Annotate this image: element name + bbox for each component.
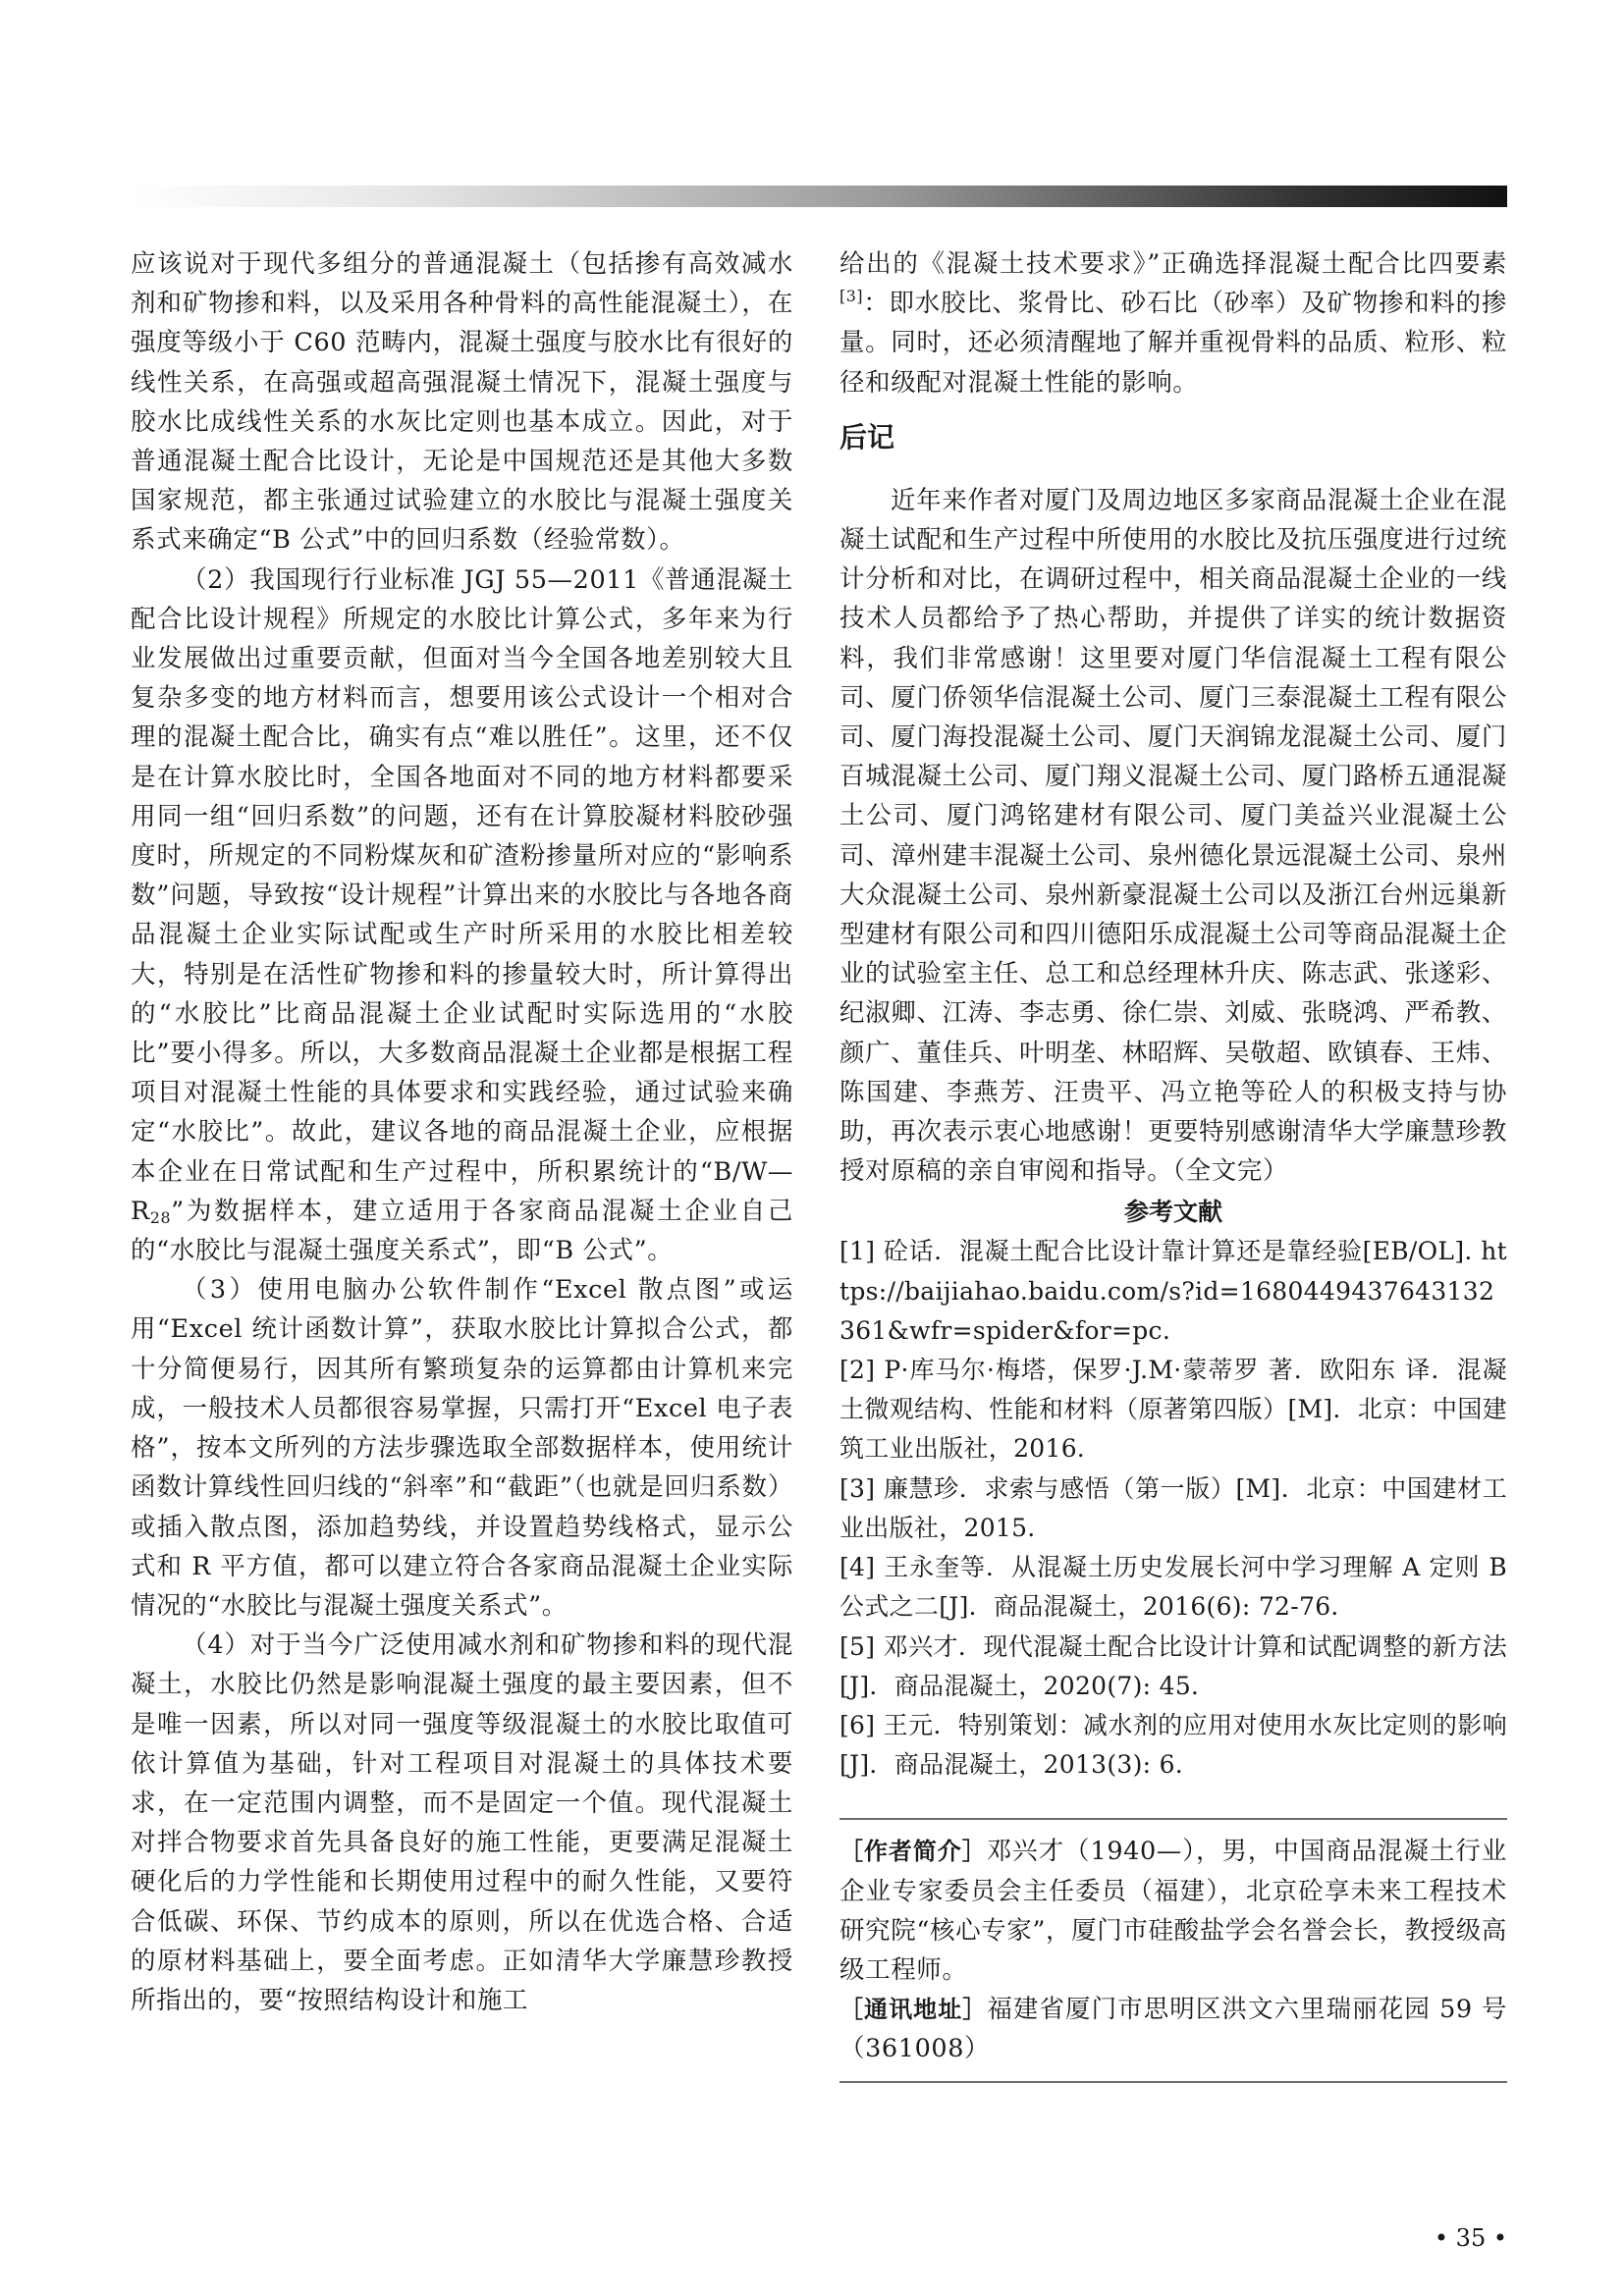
bio-top-rule xyxy=(839,1818,1507,1820)
author-profile-label: ［作者简介］ xyxy=(839,1838,987,1866)
contact-address: ［通讯地址］福建省厦门市思明区洪文六里瑞丽花园 59 号（361008） xyxy=(839,1995,1507,2064)
left-column xyxy=(131,244,793,2020)
paragraph-continued: 给出的《混凝土技术要求》”正确选择混凝土配合比四要素[3]：即水胶比、浆骨比、砂石比（砂率）及矿物掺和料的掺量。同时，还必须清醒地了解并重视骨料的品质、粒形、粒径和级配对混凝土性能的影响。 xyxy=(839,249,1507,398)
bio-bottom-rule xyxy=(839,2081,1507,2083)
paragraph-1: 应该说对于现代多组分的普通混凝土（包括掺有高效减水剂和矿物掺和料，以及采用各种骨料的高性能混凝土），在强度等级小于 C60 范畴内，混凝土强度与胶水比有很好的线性关系，在高强或超高强混凝土情况下，混凝土强度与胶水比成线性关系的水灰比定则也基本成立。因此，对于普通混凝土配合比设计，无论是中国规范还是其他大多数国家规范，都主张通过试验建立的水胶比与混凝土强度关系式来确定“B 公式”中的回归系数（经验常数）。 xyxy=(131,249,793,556)
header-gradient-bar xyxy=(131,186,1507,207)
author-profile: ［作者简介］邓兴才（1940—），男，中国商品混凝土行业企业专家委员会主任委员（福建），北京砼享未来工程技术研究院“核心专家”，厦门市硅酸盐学会名誉会长，教授级高级工程师。 xyxy=(839,1837,1507,1985)
reference-item: [4] 王永奎等．从混凝土历史发展长河中学习理解 A 定则 B 公式之二[J]．商品混凝土，2016(6): 72-76． xyxy=(839,1553,1507,1622)
reference-item: [1] 砼话．混凝土配合比设计靠计算还是靠经验[EB/OL]. https://baijiahao.baidu.com/s?id=1680449437643132361&wfr=spider&for=pc. xyxy=(839,1237,1507,1345)
contact-address-label: ［通讯地址］ xyxy=(839,1996,988,2024)
reference-item: [5] 邓兴才．现代混凝土配合比设计计算和试配调整的新方法[J]．商品混凝土，2020(7): 45． xyxy=(839,1631,1507,1700)
postscript-heading: 后记 xyxy=(839,420,895,454)
references-heading: 参考文献 xyxy=(1123,1198,1222,1227)
reference-item: [2] P·库马尔·梅塔，保罗·J.M·蒙蒂罗 著．欧阳东 译．混凝土微观结构、性能和材料（原著第四版）[M]．北京：中国建筑工业出版社，2016． xyxy=(839,1356,1507,1464)
right-column xyxy=(839,244,1507,2083)
reference-item: [6] 王元．特别策划：减水剂的应用对使用水灰比定则的影响[J]．商品混凝土，2013(3): 6． xyxy=(839,1710,1507,1780)
references-list xyxy=(839,1232,1507,1785)
reference-item: [3] 廉慧珍．求索与感悟（第一版）[M]．北京：中国建材工业出版社，2015． xyxy=(839,1473,1507,1542)
paragraph-2: （2）我国现行行业标准 JGJ 55—2011《普通混凝土配合比设计规程》所规定的水胶比计算公式，多年来为行业发展做出过重要贡献，但面对当今全国各地差别较大且复杂多变的地方材料而言，想要用该公式设计一个相对合理的混凝土配合比，确实有点“难以胜任”。这里，还不仅是在计算水胶比时，全国各地面对不同的地方材料都要采用同一组“回归系数”的问题，还有在计算胶凝材料胶砂强度时，所规定的不同粉煤灰和矿渣粉掺量所对应的“影响系数”问题，导致按“设计规程”计算出来的水胶比与各地各商品混凝土企业实际试配或生产时所采用的水胶比相差较大，特别是在活性矿物掺和料的掺量较大时，所计算得出的“水胶比”比商品混凝土企业试配时实际选用的“水胶比”要小得多。所以，大多数商品混凝土企业都是根据工程项目对混凝土性能的具体要求和实践经验，通过试验来确定“水胶比”。故此，建议各地的商品混凝土企业，应根据本企业在日常试配和生产过程中，所积累统计的“$B/W—R_{28}$”为数据样本，建立适用于各家商品混凝土企业自己的“水胶比与混凝土强度关系式”，即“B 公式”。 xyxy=(131,564,793,1266)
page-number: • 35 • xyxy=(1434,2224,1507,2252)
postscript-paragraph: 近年来作者对厦门及周边地区多家商品混凝土企业在混凝土试配和生产过程中所使用的水胶比及抗压强度进行过统计分析和对比，在调研过程中，相关商品混凝土企业的一线技术人员都给予了热心帮助，并提供了详实的统计数据资料，我们非常感谢！这里要对厦门华信混凝土工程有限公司、厦门侨领华信混凝土公司、厦门三泰混凝土工程有限公司、厦门海投混凝土公司、厦门天润锦龙混凝土公司、厦门百城混凝土公司、厦门翔义混凝土公司、厦门路桥五通混凝土公司、厦门鸿铭建材有限公司、厦门美益兴业混凝土公司、漳州建丰混凝土公司、泉州德化景远混凝土公司、泉州大众混凝土公司、泉州新豪混凝土公司以及浙江台州远巢新型建材有限公司和四川德阳乐成混凝土公司等商品混凝土企业的试验室主任、总工和总经理林升庆、陈志武、张遂彩、纪淑卿、江涛、李志勇、徐仁崇、刘威、张晓鸿、严希教、颜广、董佳兵、叶明垄、林昭辉、吴敬超、欧镇春、王炜、陈国建、李燕芳、汪贵平、冯立艳等砼人的积极支持与协助，再次表示衷心地感谢！更要特别感谢清华大学廉慧珍教授对原稿的亲自审阅和指导。（全文完） xyxy=(839,485,1507,1187)
citation-3: [3] xyxy=(839,287,864,306)
paragraph-3: （3）使用电脑办公软件制作“Excel 散点图”或运用“Excel 统计函数计算”，获取水胶比计算拟合公式，都十分简便易行，因其所有繁琐复杂的运算都由计算机来完成，一般技术人员都很容易掌握，只需打开“Excel 电子表格”，按本文所列的方法步骤选取全部数据样本，使用统计函数计算线性回归线的“斜率”和“截距”（也就是回归系数）或插入散点图，添加趋势线，并设置趋势线格式，显示公式和 R 平方值，都可以建立符合各家商品混凝土企业实际情况的“水胶比与混凝土强度关系式”。 xyxy=(131,1275,793,1621)
paragraph-4: （4）对于当今广泛使用减水剂和矿物掺和料的现代混凝土，水胶比仍然是影响混凝土强度的最主要因素，但不是唯一因素，所以对同一强度等级混凝土的水胶比取值可依计算值为基础，针对工程项目对混凝土的具体技术要求，在一定范围内调整，而不是固定一个值。现代混凝土对拌合物要求首先具备良好的施工性能，更要满足混凝土硬化后的力学性能和长期使用过程中的耐久性能，又要符合低碳、环保、节约成本的原则，所以在优选合格、合适的原材料基础上，要全面考虑。正如清华大学廉慧珍教授所指出的，要“按照结构设计和施工 xyxy=(131,1630,793,2015)
author-bio xyxy=(839,1832,1507,2068)
subscript-28: 28 xyxy=(149,1207,172,1227)
